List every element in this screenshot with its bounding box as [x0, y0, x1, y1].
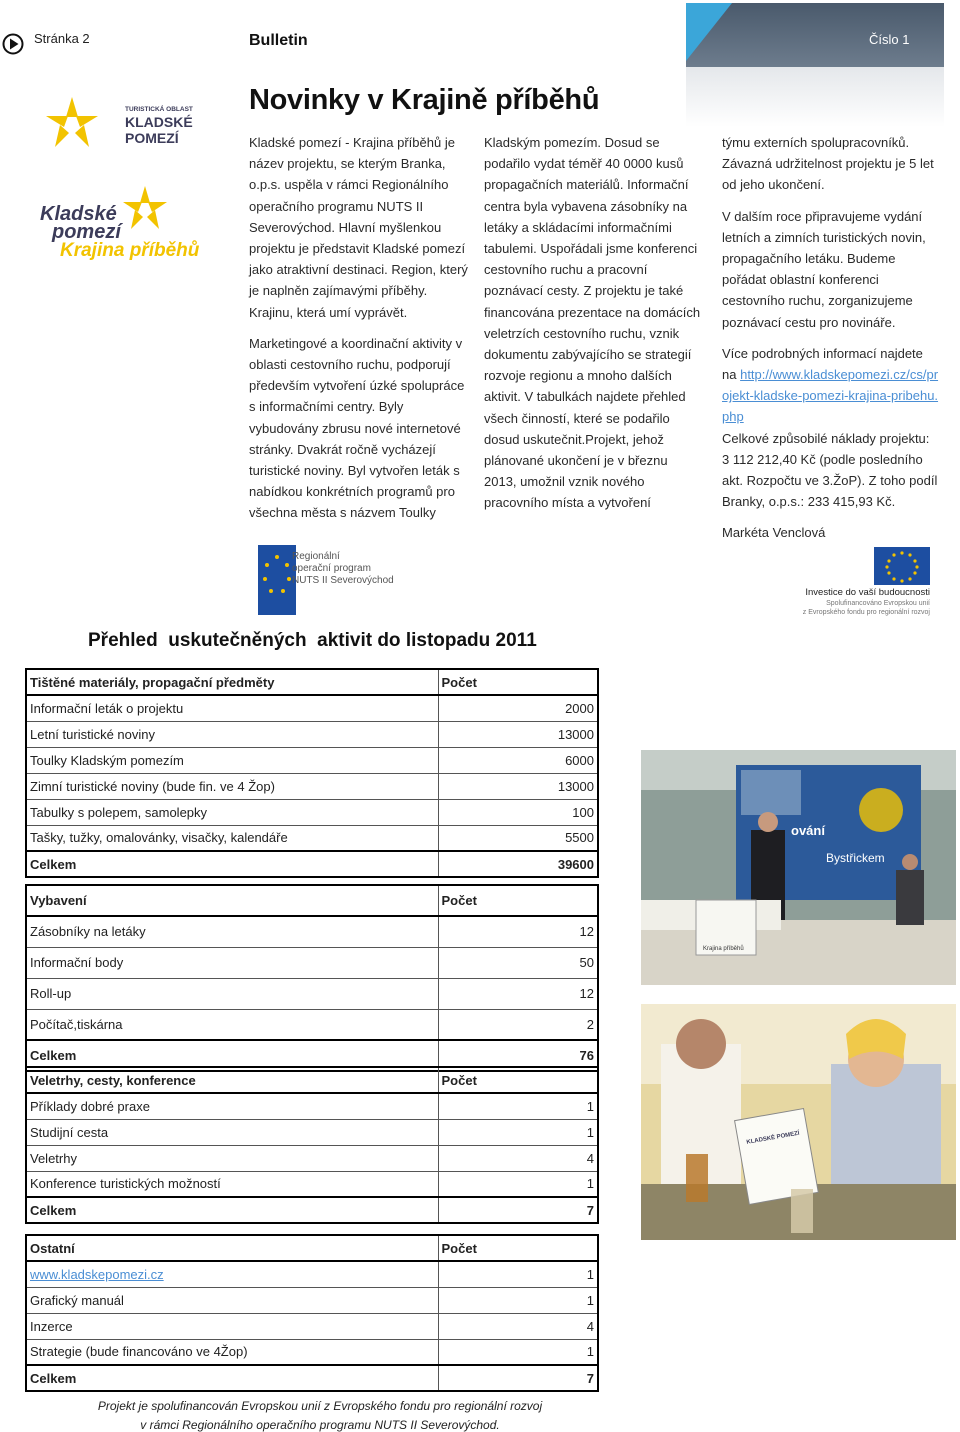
website-link-cell[interactable]: www.kladskepomezi.cz: [26, 1261, 438, 1287]
table-row: [26, 1009, 598, 1040]
logo-slogan-star-icon: [123, 186, 167, 229]
table-cell-count: 12: [438, 916, 598, 947]
svg-text:Regionální: Regionální: [292, 551, 340, 562]
play-icon[interactable]: [2, 33, 24, 55]
svg-text:NUTS II Severovýchod: NUTS II Severovýchod: [292, 575, 394, 586]
eu-fund-logo: [770, 545, 935, 619]
svg-text:KLADSKÉ POMEZÍ: KLADSKÉ POMEZÍ: [746, 1130, 801, 1146]
table-row: [26, 1313, 598, 1339]
table-total-row: [26, 1365, 598, 1391]
table-row: [26, 825, 598, 851]
table-cell-count: 12: [438, 978, 598, 1009]
table-cell-label: Veletrhy: [26, 1145, 438, 1171]
svg-text:Investice do vaší budoucnosti: Investice do vaší budoucnosti: [805, 587, 930, 598]
article-author: Markéta Venclová: [722, 525, 826, 541]
table-row: [26, 695, 598, 721]
table-row: [26, 747, 598, 773]
footer-line: Projekt je spolufinancován Evropskou unií z Evropského fondu pro regionální rozvoj: [97, 1399, 543, 1413]
table-cell-label: Celkem: [26, 1040, 438, 1071]
meeting-photo-illustration: [641, 1004, 956, 1240]
table-cell-label: Celkem: [26, 851, 438, 877]
table-cell-count: 1: [438, 1339, 598, 1365]
table-row: [26, 721, 598, 747]
table-cell-label: Počítač,tiskárna: [26, 1009, 438, 1040]
table-row: [26, 1261, 598, 1287]
table-printed-materials: [25, 668, 599, 878]
article-column-2: [484, 132, 702, 524]
table-row: [26, 1145, 598, 1171]
table-cell-label: Příklady dobré praxe: [26, 1093, 438, 1119]
table-cell-count: 1: [438, 1261, 598, 1287]
footer-line: v rámci Regionálního operačního programu NUTS II Severovýchod.: [140, 1418, 500, 1432]
article-paragraph: týmu externích spolupracovníků. Závazná udržitelnost projektu je 5 let od jeho ukončení.: [722, 135, 934, 193]
table-cell-label: Tašky, tužky, omalovánky, visačky, kalendáře: [26, 825, 438, 851]
svg-text:ování: ování: [791, 823, 825, 838]
table-cell-label: Grafický manuál: [26, 1287, 438, 1313]
article-paragraph: Kladským pomezím. Dosud se podařilo vydat téměř 40 0000 kusů propagačních materiálů. Informační centra byla vybavena zásobníky na letáky a skládacími informačními tabulemi. Uspořádali jsme konferenci cestovního ruchu a pracovní poznávací cesty. Z projektu je také financována prezentace na domácích veletrzích cestovního ruchu, vznik dokumentu zabývajícího se strategií rozvoje regionu a mnoho dalších aktivit. V tabulkách najdete přehled všech činností, které se podařilo dosud uskutečnit.Projekt, jehož plánované ukončení je v březnu 2013, umožnil vznik nového pracovního místa a vytvoření: [484, 135, 701, 511]
issue-box-reflection: [686, 67, 944, 127]
table-cell-count: 2: [438, 1009, 598, 1040]
svg-text:TURISTICKÁ OBLAST: TURISTICKÁ OBLAST: [125, 106, 193, 113]
table-cell-count: 39600: [438, 851, 598, 877]
table-header-row: [26, 1067, 598, 1093]
link-prefix-text: Více podrobných informací najdete na: [722, 345, 923, 383]
svg-text:Kladské: Kladské: [40, 203, 117, 225]
table-cell-count: 1: [438, 1093, 598, 1119]
table-cell-count: 13000: [438, 721, 598, 747]
table-cell-count: 50: [438, 947, 598, 978]
table-cell-count: 1: [438, 1119, 598, 1145]
svg-text:Spolufinancováno Evropskou uni: Spolufinancováno Evropskou unií: [826, 600, 930, 607]
activities-section-title: Přehled uskutečněných aktivit do listopadu 2011: [88, 630, 537, 651]
table-row: [26, 978, 598, 1009]
kladske-pomezi-logo: [40, 80, 215, 270]
table-cell-count: 76: [438, 1040, 598, 1071]
table-fairs-trips-conferences: [25, 1066, 599, 1224]
table-row: [26, 773, 598, 799]
table-cell-count: Počet: [438, 885, 598, 916]
table-cell-label: Zásobníky na letáky: [26, 916, 438, 947]
table-cell-count: 5500: [438, 825, 598, 851]
issue-box-accent: [686, 3, 732, 61]
article-column-1: [249, 132, 471, 534]
table-other: [25, 1234, 599, 1392]
table-header-row: [26, 1235, 598, 1261]
table-cell-label: Celkem: [26, 1365, 438, 1391]
table-cell-label: Letní turistické noviny: [26, 721, 438, 747]
table-row: [26, 1093, 598, 1119]
table-row: [26, 947, 598, 978]
conference-photo: [641, 750, 956, 985]
table-cell-count: Počet: [438, 1067, 598, 1093]
table-cell-label: Vybavení: [26, 885, 438, 916]
svg-text:z Evropského fondu pro regioná: z Evropského fondu pro regionální rozvoj: [802, 609, 930, 616]
table-cell-label: Veletrhy, cesty, konference: [26, 1067, 438, 1093]
page-title: Novinky v Krajině příběhů: [249, 84, 600, 116]
article-paragraph-with-link: [722, 343, 940, 428]
project-link[interactable]: http://www.kladskepomezi.cz/cs/projekt-kladske-pomezi-krajina-pribehu.php: [722, 367, 939, 425]
table-cell-count: 13000: [438, 773, 598, 799]
svg-text:pomezí: pomezí: [52, 221, 121, 243]
table-row: [26, 1287, 598, 1313]
table-cell-label: Konference turistických možností: [26, 1171, 438, 1197]
table-row: [26, 1119, 598, 1145]
table-header-row: [26, 669, 598, 695]
issue-number-label: Číslo 1: [869, 32, 910, 47]
table-equipment: [25, 884, 599, 1072]
article-paragraph: Marketingové a koordinační aktivity v oblasti cestovního ruchu, podporují především vytvoření úzké spolupráce s informačními centry. Byly vybudovány zbrusu nové internetové stránky. Dvakrát ročně vycházejí turistické noviny. Byl vytvořen leták s nabídkou konkrétních programů pro všechna města s názvem Toulky: [249, 335, 465, 521]
svg-text:POMEZÍ: POMEZÍ: [125, 130, 179, 146]
conference-photo-illustration: [641, 750, 956, 985]
table-cell-count: 4: [438, 1145, 598, 1171]
svg-text:operační program: operační program: [292, 563, 371, 574]
table-row: [26, 1339, 598, 1365]
table-cell-count: 6000: [438, 747, 598, 773]
table-row: [26, 799, 598, 825]
table-cell-label: Inzerce: [26, 1313, 438, 1339]
table-row: [26, 1171, 598, 1197]
table-cell-count: Počet: [438, 1235, 598, 1261]
table-cell-label: Studijní cesta: [26, 1119, 438, 1145]
table-cell-label: Celkem: [26, 1197, 438, 1223]
article-column-3: [722, 132, 940, 554]
svg-text:Krajina příběhů: Krajina příběhů: [60, 240, 200, 261]
table-cell-label: Tištěné materiály, propagační předměty: [26, 669, 438, 695]
table-cell-count: 4: [438, 1313, 598, 1339]
table-cell-count: 2000: [438, 695, 598, 721]
page-number-label: Stránka 2: [34, 31, 90, 46]
article-paragraph: V dalším roce připravujeme vydání letních a zimních turistických novin, propagačního letáku. Budeme pořádat oblastní konferenci cestovního ruchu, zorganizujeme poznávací cestu pro novináře.: [722, 208, 926, 330]
svg-text:Bystřickem: Bystřickem: [826, 851, 885, 865]
table-cell-label: Informační body: [26, 947, 438, 978]
table-total-row: [26, 851, 598, 877]
table-cell-count: 7: [438, 1197, 598, 1223]
table-cell-count: 100: [438, 799, 598, 825]
table-cell-label: Zimní turistické noviny (bude fin. ve 4 Žop): [26, 773, 438, 799]
meeting-photo: [641, 1004, 956, 1240]
table-cell-label: Ostatní: [26, 1235, 438, 1261]
table-total-row: [26, 1197, 598, 1223]
rop-severovychod-logo: [258, 543, 398, 617]
table-cell-count: 7: [438, 1365, 598, 1391]
table-cell-label: Toulky Kladským pomezím: [26, 747, 438, 773]
table-cell-label: Roll-up: [26, 978, 438, 1009]
logo-star-icon: [46, 97, 98, 147]
svg-text:KLADSKÉ: KLADSKÉ: [125, 114, 193, 130]
footer-note: [70, 1397, 570, 1432]
table-cell-label: Tabulky s polepem, samolepky: [26, 799, 438, 825]
bulletin-label: Bulletin: [249, 32, 308, 49]
table-row: [26, 916, 598, 947]
table-cell-count: 1: [438, 1287, 598, 1313]
table-cell-label: Strategie (bude financováno ve 4Žop): [26, 1339, 438, 1365]
table-cell-count: Počet: [438, 669, 598, 695]
page-header: [0, 0, 960, 70]
article-paragraph: Celkové způsobilé náklady projektu: 3 112 212,40 Kč (podle posledního akt. Rozpočtu ve 3.ŽoP). Z toho podíl Branky, o.p.s.: 233 415,93 Kč.: [722, 430, 938, 510]
article-paragraph: Kladské pomezí - Krajina příběhů je název projektu, se kterým Branka, o.p.s. uspěla v rámci Regionálního operačního programu NUTS II Severovýchod. Hlavní myšlenkou projektu je představit Kladské pomezí jako atraktivní destinaci. Region, který je naplněn zajímavými příběhy. Krajinu, která umí vyprávět.: [249, 135, 468, 320]
svg-text:Krajina příběhů: Krajina příběhů: [703, 946, 744, 952]
table-header-row: [26, 885, 598, 916]
table-cell-count: 1: [438, 1171, 598, 1197]
table-cell-label: Informační leták o projektu: [26, 695, 438, 721]
